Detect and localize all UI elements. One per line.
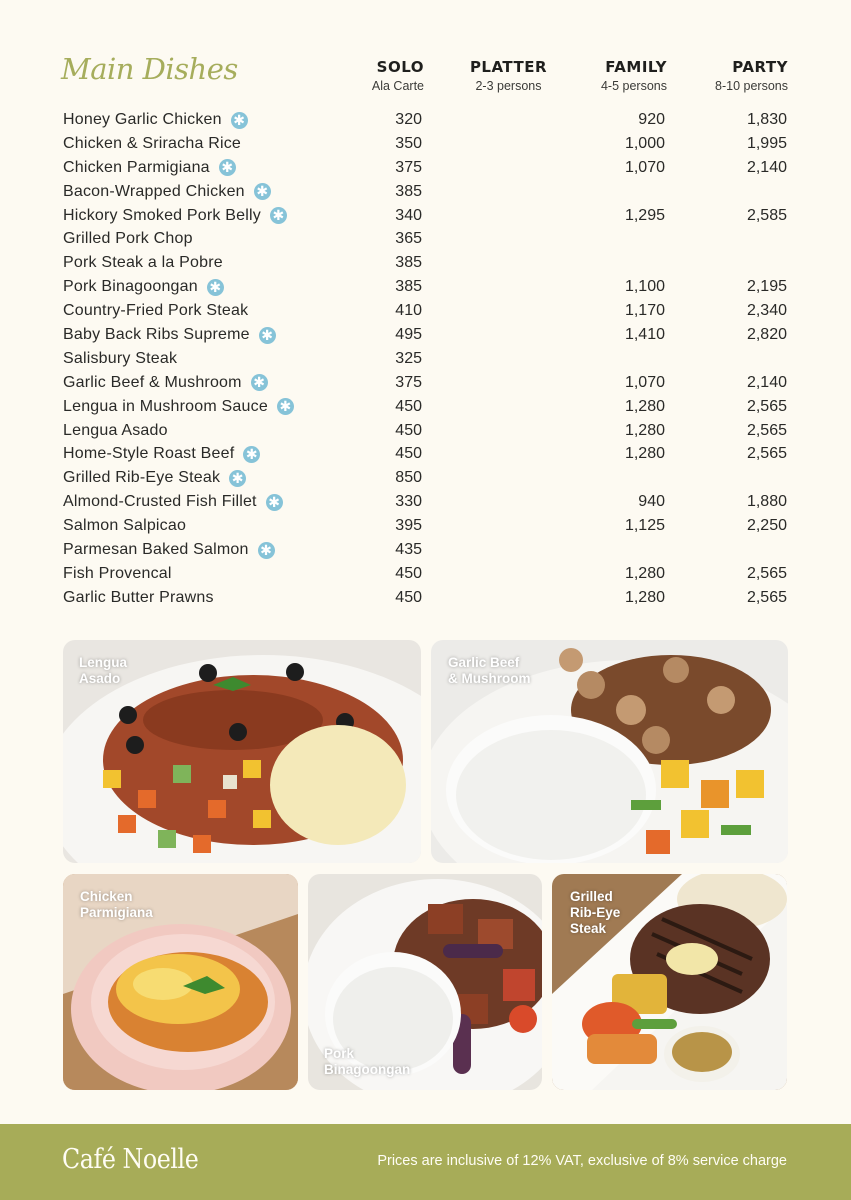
asterisk-badge-icon: ✱ — [243, 446, 260, 463]
price-family: 1,280 — [624, 588, 665, 606]
photo-label: Lengua Asado — [79, 655, 128, 686]
column-sublabel: 4-5 persons — [600, 79, 667, 93]
dish-name-cell — [63, 278, 224, 296]
asterisk-badge-icon: ✱ — [258, 542, 275, 559]
menu-row — [0, 276, 851, 300]
dish-name: Salisbury Steak — [63, 349, 178, 367]
price-solo: 375 — [395, 373, 422, 391]
dish-name-cell — [63, 589, 214, 607]
asterisk-badge-icon: ✱ — [229, 470, 246, 487]
dish-name: Chicken & Sriracha Rice — [63, 134, 241, 152]
price-party: 2,565 — [746, 445, 787, 463]
dish-name: Garlic Butter Prawns — [63, 588, 214, 606]
price-party: 2,820 — [746, 326, 787, 344]
price-solo: 330 — [395, 493, 422, 511]
dish-name-cell — [63, 326, 276, 344]
price-family: 1,070 — [624, 158, 665, 176]
price-solo: 385 — [395, 278, 422, 296]
dish-name-cell — [63, 422, 168, 440]
price-party: 2,565 — [746, 588, 787, 606]
dish-name-cell — [63, 493, 283, 511]
price-party: 2,340 — [746, 302, 787, 320]
photo-garlic-beef-mushroom — [431, 640, 788, 863]
price-solo: 385 — [395, 254, 422, 272]
photo-lengua-asado — [63, 640, 421, 863]
price-solo: 450 — [395, 421, 422, 439]
price-party: 2,195 — [746, 278, 787, 296]
price-party: 1,880 — [746, 493, 787, 511]
menu-row — [0, 157, 851, 181]
dish-name-cell — [63, 135, 241, 153]
price-solo: 850 — [395, 469, 422, 487]
menu-row — [0, 443, 851, 467]
price-family: 1,280 — [624, 564, 665, 582]
price-solo: 410 — [395, 302, 422, 320]
dish-name: Fish Provencal — [63, 564, 172, 582]
price-family: 1,280 — [624, 397, 665, 415]
price-solo: 450 — [395, 564, 422, 582]
menu-row — [0, 539, 851, 563]
menu-row — [0, 396, 851, 420]
price-solo: 450 — [395, 445, 422, 463]
dish-name: Pork Binagoongan — [63, 278, 198, 296]
menu-row — [0, 563, 851, 587]
asterisk-badge-icon: ✱ — [251, 374, 268, 391]
menu-row — [0, 181, 851, 205]
photo-label: Garlic Beef & Mushroom — [448, 655, 531, 686]
section-title: Main Dishes — [61, 52, 238, 86]
price-party: 2,250 — [746, 517, 787, 535]
price-family: 1,295 — [624, 206, 665, 224]
price-family: 920 — [638, 111, 665, 128]
asterisk-badge-icon: ✱ — [277, 398, 294, 415]
menu-row — [0, 587, 851, 611]
dish-name-cell — [63, 111, 248, 129]
price-solo: 325 — [395, 349, 422, 367]
price-party: 2,565 — [746, 564, 787, 582]
price-solo: 350 — [395, 134, 422, 152]
price-solo: 375 — [395, 158, 422, 176]
menu-row — [0, 252, 851, 276]
photo-grilled-rib-eye-steak — [552, 874, 787, 1090]
dish-name: Grilled Pork Chop — [63, 230, 193, 248]
price-party: 2,565 — [746, 421, 787, 439]
dish-name-cell — [63, 517, 186, 535]
price-party: 1,830 — [746, 111, 787, 128]
asterisk-badge-icon: ✱ — [231, 112, 248, 129]
asterisk-badge-icon: ✱ — [270, 207, 287, 224]
dish-name-cell — [63, 469, 246, 487]
column-header-platter — [466, 58, 551, 93]
price-family: 1,070 — [624, 373, 665, 391]
menu-row — [0, 491, 851, 515]
column-label: SOLO — [376, 58, 424, 76]
dish-name: Country-Fried Pork Steak — [63, 302, 249, 320]
photo-chicken-parmigiana — [63, 874, 298, 1090]
price-party: 2,585 — [746, 206, 787, 224]
price-solo: 340 — [395, 206, 422, 224]
menu-row — [0, 420, 851, 444]
price-solo: 385 — [395, 182, 422, 200]
dish-name-cell — [63, 230, 193, 248]
price-solo: 450 — [395, 588, 422, 606]
price-family: 1,280 — [624, 421, 665, 439]
column-label: FAMILY — [605, 58, 667, 76]
menu-row — [0, 372, 851, 396]
asterisk-badge-icon: ✱ — [259, 327, 276, 344]
dish-name-cell — [63, 445, 260, 463]
dish-name-cell — [63, 159, 236, 177]
dish-name: Bacon-Wrapped Chicken — [63, 182, 245, 200]
price-solo: 320 — [395, 111, 422, 128]
column-sublabel: Ala Carte — [371, 79, 424, 93]
column-sublabel: 2-3 persons — [475, 79, 542, 93]
photo-label: Grilled Rib-Eye Steak — [570, 889, 621, 936]
dish-name: Parmesan Baked Salmon — [63, 541, 249, 559]
dish-name: Grilled Rib-Eye Steak — [63, 469, 221, 487]
menu-row — [0, 228, 851, 252]
asterisk-badge-icon: ✱ — [219, 159, 236, 176]
dish-name-cell — [63, 565, 172, 583]
menu-row — [0, 348, 851, 372]
price-solo: 395 — [395, 517, 422, 535]
price-party: 1,995 — [746, 134, 787, 152]
dish-name: Chicken Parmigiana — [63, 158, 210, 176]
dish-name: Baby Back Ribs Supreme — [63, 326, 250, 344]
photo-label: Chicken Parmigiana — [80, 889, 153, 920]
price-solo: 435 — [395, 541, 422, 559]
dish-name: Lengua in Mushroom Sauce — [63, 397, 268, 415]
price-party: 2,140 — [746, 158, 787, 176]
photo-label: Pork Binagoongan — [324, 1046, 411, 1077]
column-label: PLATTER — [469, 58, 548, 76]
price-note: Prices are inclusive of 12% VAT, exclusive of 8% service charge — [377, 1153, 787, 1169]
dish-name: Lengua Asado — [63, 421, 168, 439]
dish-name-cell — [63, 541, 275, 559]
menu-row — [0, 467, 851, 491]
price-family: 940 — [638, 493, 665, 511]
dish-name: Hickory Smoked Pork Belly — [63, 206, 261, 224]
dish-name-cell — [63, 398, 294, 416]
menu-row — [0, 133, 851, 157]
price-family: 1,410 — [624, 326, 665, 344]
dish-name-cell — [63, 207, 287, 225]
dish-name-cell — [63, 350, 177, 368]
photo-pork-binagoongan — [308, 874, 542, 1090]
footer — [0, 1124, 851, 1200]
dish-name-cell — [63, 302, 248, 320]
asterisk-badge-icon: ✱ — [266, 494, 283, 511]
asterisk-badge-icon: ✱ — [207, 279, 224, 296]
dish-name: Salmon Salpicao — [63, 517, 187, 535]
menu-row — [0, 205, 851, 229]
price-family: 1,000 — [624, 134, 665, 152]
dish-name: Pork Steak a la Pobre — [63, 254, 223, 272]
price-solo: 365 — [395, 230, 422, 248]
price-family: 1,125 — [624, 517, 665, 535]
price-solo: 495 — [395, 326, 422, 344]
asterisk-badge-icon: ✱ — [254, 183, 271, 200]
menu-row — [0, 109, 851, 133]
price-family: 1,170 — [624, 302, 665, 320]
column-sublabel: 8-10 persons — [715, 79, 788, 93]
dish-name: Garlic Beef & Mushroom — [63, 373, 242, 391]
menu-row — [0, 515, 851, 539]
column-header-solo — [372, 58, 424, 93]
column-label: PARTY — [732, 58, 788, 76]
dish-name-cell — [63, 374, 268, 392]
price-family: 1,280 — [624, 445, 665, 463]
menu-row — [0, 300, 851, 324]
price-family: 1,100 — [624, 278, 665, 296]
column-header-family — [601, 58, 667, 93]
price-solo: 450 — [395, 397, 422, 415]
dish-name-cell — [63, 183, 271, 201]
price-party: 2,565 — [746, 397, 787, 415]
dish-name: Almond-Crusted Fish Fillet — [63, 493, 257, 511]
dish-name: Home-Style Roast Beef — [63, 445, 235, 463]
price-party: 2,140 — [746, 373, 787, 391]
brand-logo: Café Noelle — [62, 1144, 199, 1175]
menu-row — [0, 324, 851, 348]
menu-list — [0, 109, 851, 611]
column-header-party — [715, 58, 788, 93]
dish-name: Honey Garlic Chicken — [63, 111, 222, 128]
dish-name-cell — [63, 254, 223, 272]
